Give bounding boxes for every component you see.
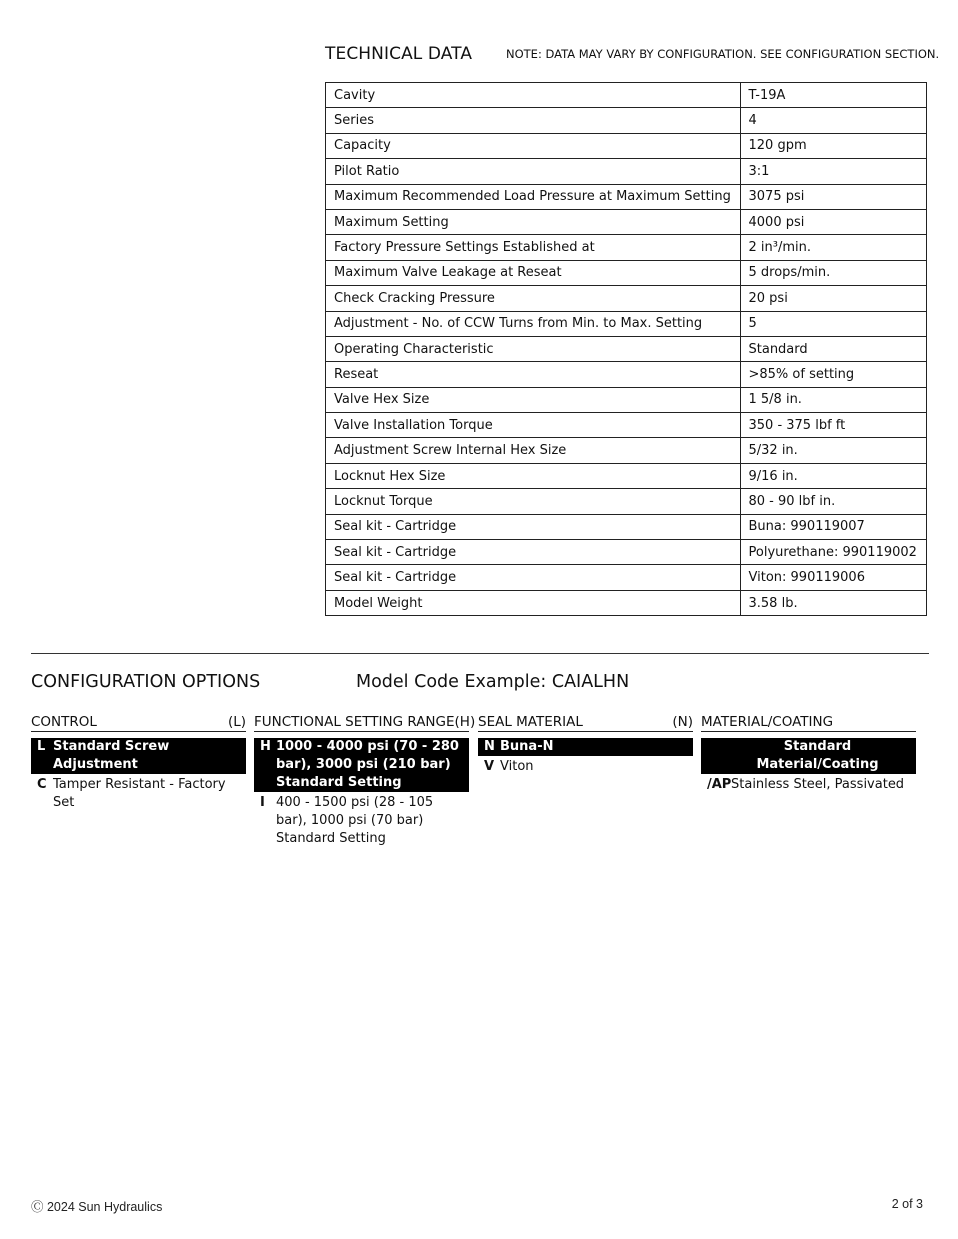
spec-label: Cavity [326, 83, 741, 108]
config-column [701, 712, 916, 794]
option-description: Stainless Steel, Passivated [731, 777, 905, 792]
option-description: Viton [500, 759, 534, 774]
section-divider [31, 653, 929, 654]
option-code: C [37, 777, 47, 792]
option-code: I [260, 795, 265, 810]
spec-value: 3.58 lb. [740, 590, 927, 615]
config-column-header [31, 712, 246, 732]
table-row [326, 362, 927, 387]
table-row [326, 387, 927, 412]
configuration-options-title: CONFIGURATION OPTIONS [31, 672, 261, 692]
config-option [478, 758, 693, 776]
spec-value: 120 gpm [740, 133, 927, 158]
spec-value: Polyurethane: 990119002 [740, 540, 927, 565]
spec-label: Maximum Recommended Load Pressure at Maximum Setting [326, 184, 741, 209]
spec-value: 20 psi [740, 286, 927, 311]
table-row [326, 590, 927, 615]
option-description: 1000 - 4000 psi (70 - 280 bar), 3000 psi (210 bar) Standard Setting [276, 739, 459, 790]
table-row [326, 489, 927, 514]
spec-value: 4000 psi [740, 209, 927, 234]
model-code-example: Model Code Example: CAIALHN [356, 672, 630, 692]
option-description: Standard Screw Adjustment [53, 739, 170, 772]
config-column-code: (L) [227, 714, 246, 730]
table-row [326, 209, 927, 234]
footer-page-number: 2 of 3 [891, 1197, 923, 1211]
spec-label: Maximum Setting [326, 209, 741, 234]
config-column-code: (N) [672, 714, 693, 730]
config-column [254, 712, 476, 848]
config-option [701, 776, 916, 794]
spec-value: 350 - 375 lbf ft [740, 413, 927, 438]
spec-label: Capacity [326, 133, 741, 158]
config-option [254, 794, 469, 848]
spec-label: Model Weight [326, 590, 741, 615]
technical-data-title: TECHNICAL DATA [325, 44, 473, 64]
table-row [326, 413, 927, 438]
spec-value: 5 drops/min. [740, 260, 927, 285]
config-option [31, 776, 246, 812]
config-column-title: SEAL MATERIAL [478, 714, 583, 730]
table-row [326, 463, 927, 488]
table-row [326, 133, 927, 158]
spec-label: Operating Characteristic [326, 336, 741, 361]
spec-label: Reseat [326, 362, 741, 387]
spec-label: Valve Installation Torque [326, 413, 741, 438]
config-column-code: (H) [454, 714, 476, 730]
spec-value: Viton: 990119006 [740, 565, 927, 590]
table-row [326, 438, 927, 463]
spec-label: Maximum Valve Leakage at Reseat [326, 260, 741, 285]
spec-label: Locknut Hex Size [326, 463, 741, 488]
spec-value: Buna: 990119007 [740, 514, 927, 539]
config-column-header [254, 712, 476, 732]
table-row [326, 83, 927, 108]
table-row [326, 514, 927, 539]
config-column-header [478, 712, 693, 732]
option-description: Buna-N [500, 739, 554, 754]
table-row [326, 159, 927, 184]
table-row [326, 260, 927, 285]
config-column-title: MATERIAL/COATING [701, 714, 834, 730]
config-column-title: FUNCTIONAL SETTING RANGE [254, 714, 455, 730]
spec-label: Pilot Ratio [326, 159, 741, 184]
spec-label: Valve Hex Size [326, 387, 741, 412]
technical-data-table [325, 82, 927, 616]
spec-label: Seal kit - Cartridge [326, 514, 741, 539]
config-option-selected [701, 738, 916, 774]
config-column [478, 712, 693, 776]
option-code: H [260, 739, 271, 754]
table-row [326, 336, 927, 361]
spec-label: Factory Pressure Settings Established at [326, 235, 741, 260]
spec-value: 2 in³/min. [740, 235, 927, 260]
spec-value: 9/16 in. [740, 463, 927, 488]
spec-label: Check Cracking Pressure [326, 286, 741, 311]
spec-label: Adjustment Screw Internal Hex Size [326, 438, 741, 463]
config-option-selected [254, 738, 469, 792]
spec-value: 3075 psi [740, 184, 927, 209]
table-row [326, 286, 927, 311]
option-description: Tamper Resistant - Factory Set [53, 777, 226, 810]
spec-label: Adjustment - No. of CCW Turns from Min. to Max. Setting [326, 311, 741, 336]
spec-value: T-19A [740, 83, 927, 108]
spec-value: 5/32 in. [740, 438, 927, 463]
table-row [326, 184, 927, 209]
spec-label: Series [326, 108, 741, 133]
table-row [326, 540, 927, 565]
spec-value: 4 [740, 108, 927, 133]
config-column-title: CONTROL [31, 714, 97, 730]
option-description: 400 - 1500 psi (28 - 105 bar), 1000 psi (70 bar) Standard Setting [276, 795, 434, 846]
option-code [707, 738, 723, 774]
footer-copyright: Ⓒ 2024 Sun Hydraulics [31, 1200, 163, 1214]
spec-label: Seal kit - Cartridge [326, 565, 741, 590]
option-description: Standard Material/Coating [756, 739, 879, 772]
option-code: V [484, 759, 495, 774]
technical-data-note: NOTE: DATA MAY VARY BY CONFIGURATION. SEE CONFIGURATION SECTION. [506, 47, 940, 61]
spec-label: Locknut Torque [326, 489, 741, 514]
table-row [326, 565, 927, 590]
spec-value: >85% of setting [740, 362, 927, 387]
spec-value: 3:1 [740, 159, 927, 184]
spec-value: 5 [740, 311, 927, 336]
table-row [326, 235, 927, 260]
table-row [326, 108, 927, 133]
option-code: L [37, 739, 46, 754]
config-column-header [701, 712, 916, 732]
table-row [326, 311, 927, 336]
spec-value: 1 5/8 in. [740, 387, 927, 412]
config-option-selected [31, 738, 246, 774]
spec-value: Standard [740, 336, 927, 361]
config-column [31, 712, 246, 812]
config-option-selected [478, 738, 693, 756]
option-code: N [484, 739, 495, 754]
spec-value: 80 - 90 lbf in. [740, 489, 927, 514]
spec-label: Seal kit - Cartridge [326, 540, 741, 565]
option-code: /AP [707, 777, 732, 792]
